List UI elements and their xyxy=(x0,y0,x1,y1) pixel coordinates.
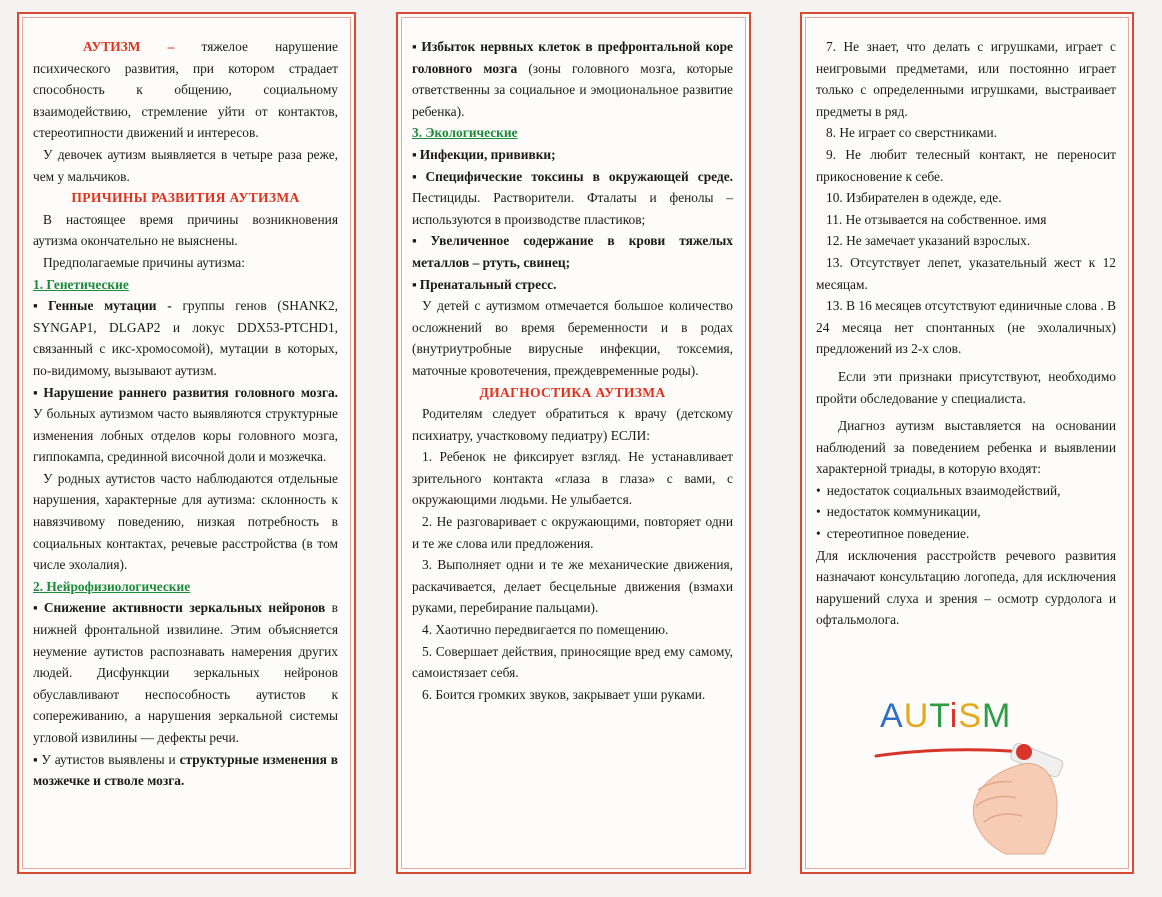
logo-letter: M xyxy=(982,697,1012,735)
logo-letter: U xyxy=(903,697,930,735)
supposed-causes: Предполагаемые причины аутизма: xyxy=(43,254,245,270)
parents-paragraph: Родителям следует обратиться к врачу (детскому психиатру, участковому педиатру) ЕСЛИ: xyxy=(412,406,733,443)
left-panel xyxy=(17,12,356,874)
infections-item: ▪ Инфекции, прививки; xyxy=(412,146,556,162)
triad-item: • стереотипное поведение. xyxy=(816,526,970,542)
stress-item: ▪ Пренатальный стресс. xyxy=(412,276,557,292)
diagnosis-paragraph: Диагноз аутизм выставляется на основании наблюдений за поведением ребенка и выявлении характерной триады, в которую входят: xyxy=(816,418,1116,477)
symptom-item: 8. Не играет со сверстниками. xyxy=(826,125,997,141)
symptom-item: 9. Не любит телесный контакт, не переносит прикосновение к себе. xyxy=(816,146,1116,184)
hand-marker-icon xyxy=(866,694,1066,864)
bullet-icon: ▪ xyxy=(33,600,41,616)
logo-letter: T xyxy=(929,697,950,735)
excess-cells-item: ▪ Избыток нервных клеток в префронтальной коре головного мозга (зоны головного мозга, которые ответственны за социальное и эмоциональное развитие ребенка). xyxy=(412,39,734,119)
bullet-icon: ▪ xyxy=(412,233,428,249)
middle-panel xyxy=(396,12,751,874)
exclusion-paragraph: Для исключения расстройств речевого развития назначают консультацию логопеда, для исключения нарушений слуха и зрения – осмотр сурдолога и офтальмолога. xyxy=(816,547,1116,628)
symptom-item: 4. Хаотично передвигается по помещению. xyxy=(422,622,669,638)
toxins-item: ▪ Специфические токсины в окружающей среде. Пестициды. Растворители. Фталаты и фенолы – используются в производстве пластиков; xyxy=(412,168,733,227)
triad-item: • недостаток коммуникации, xyxy=(816,504,981,520)
triad-item: • недостаток социальных взаимодействий, xyxy=(816,482,1061,498)
symptom-item: 1. Ребенок не фиксирует взгляд. Не устанавливает зрительного контакта «глаза в глаза» с вами, с окружающими людьми. Не улыбается. xyxy=(412,449,733,508)
complications-paragraph: У детей с аутизмом отмечается большое количество осложнений во время беременности и в родах (внутриутробные вирусные инфекции, токсемия, маточные кровотечения, преждевременные роды). xyxy=(412,298,733,378)
symptom-item: 11. Не отзывается на собственное. имя xyxy=(826,211,1047,227)
mirror-neurons-item: ▪ Снижение активности зеркальных нейронов в нижней фронтальной извилине. Этим объясняется неумение аутистов распознавать намерения других людей. Дисфункции зеркальных нейронов обуславливают неспособность аутистов к сопереживанию, а нарушения зеркальной системы угловой извилины — дефекты речи. xyxy=(33,600,338,745)
autism-term: АУТИЗМ – xyxy=(83,39,175,54)
logo-letter: i xyxy=(949,697,959,735)
gene-mutations-item: ▪ Генные мутации - группы генов (SHANK2, SYNGAP1, DLGAP2 и локус DDX53-PTCHD1, связанный с икс-хромосомой), мутации в которых, по-видимому, вызывают аутизм. xyxy=(33,298,339,378)
symptom-item: 13. Отсутствует лепет, указательный жест к 12 месяцам. xyxy=(816,254,1116,292)
structural-changes-item: ▪ У аутистов выявлены и структурные изменения в мозжечке и стволе мозга. xyxy=(33,751,338,789)
symptom-item: 6. Боится громких звуков, закрывает уши руками. xyxy=(422,686,706,702)
neuro-heading: 2. Нейрофизиологические xyxy=(33,578,191,594)
bullet-icon: ▪ xyxy=(412,39,419,54)
relatives-paragraph: У родных аутистов часто наблюдаются отдельные нарушения, характерные для аутизма: склонность к навязчивому поведению, низкая потребность в социальных контактах, речевые расстройства (в том числе эхолалия). xyxy=(33,470,338,573)
bullet-icon: • xyxy=(816,526,821,542)
logo-letter: A xyxy=(880,697,904,735)
symptom-item: 7. Не знает, что делать с игрушками, играет с неигровыми предметами, или постоянно играет только с определенными игрушками, выстраивает предметы в ряд. xyxy=(816,39,1116,119)
metals-item: ▪ Увеличенное содержание в крови тяжелых металлов – ртуть, свинец; xyxy=(412,233,733,270)
symptom-item: 12. Не замечает указаний взрослых. xyxy=(826,233,1031,249)
genetic-heading: 1. Генетические xyxy=(33,276,129,292)
bullet-icon: ▪ xyxy=(33,298,46,314)
bullet-icon: ▪ xyxy=(412,146,417,162)
right-panel xyxy=(800,12,1134,874)
causes-heading: ПРИЧИНЫ РАЗВИТИЯ АУТИЗМА xyxy=(71,190,300,206)
brain-development-item: ▪ Нарушение раннего развития головного мозга. У больных аутизмом часто выявляются структурные изменения лобных отделов коры головного мозга, гиппокампа, срединной височной доли и мозжечка. xyxy=(33,384,338,465)
bullet-icon: ▪ xyxy=(33,384,41,400)
symptom-item: 3. Выполняет одни и те же механические движения, раскачивается, делает бесцельные движения (взмахи руками, перебирание пальцами). xyxy=(412,557,733,616)
ecological-heading: 3. Экологические xyxy=(412,125,518,141)
symptom-item: 10. Избирателен в одежде, еде. xyxy=(826,190,1002,206)
bullet-icon: • xyxy=(816,482,821,498)
autism-logo-image xyxy=(866,694,1066,864)
girls-paragraph: У девочек аутизм выявляется в четыре раза реже, чем у мальчиков. xyxy=(33,146,338,184)
bullet-icon: • xyxy=(816,504,821,520)
logo-letter: S xyxy=(958,697,983,735)
causes-intro: В настоящее время причины возникновения аутизма окончательно не выяснены. xyxy=(33,211,338,249)
bullet-icon: ▪ xyxy=(412,168,423,184)
symptom-item: 2. Не разговаривает с окружающими, повторяет одни и те же слова или предложения. xyxy=(412,514,733,551)
bullet-icon: ▪ xyxy=(33,751,39,767)
signs-paragraph: Если эти признаки присутствуют, необходимо пройти обследование у специалиста. xyxy=(816,368,1116,406)
bullet-icon: ▪ xyxy=(412,276,417,292)
diagnostics-heading: ДИАГНОСТИКА АУТИЗМА xyxy=(479,384,666,400)
symptom-item: 13. В 16 месяцев отсутствуют единичные слова . В 24 месяца нет спонтанных (не эхолаличных) предложений из 2-х слов. xyxy=(816,298,1116,357)
intro-paragraph: АУТИЗМ – тяжелое нарушение психического развития, при котором страдает способность к общению, социальному взаимодействию, стремление уйти от контактов, стереотипности движений и интересов. xyxy=(33,39,338,141)
symptom-item: 5. Совершает действия, приносящие вред ему самому, самоистязает себя. xyxy=(412,643,733,681)
